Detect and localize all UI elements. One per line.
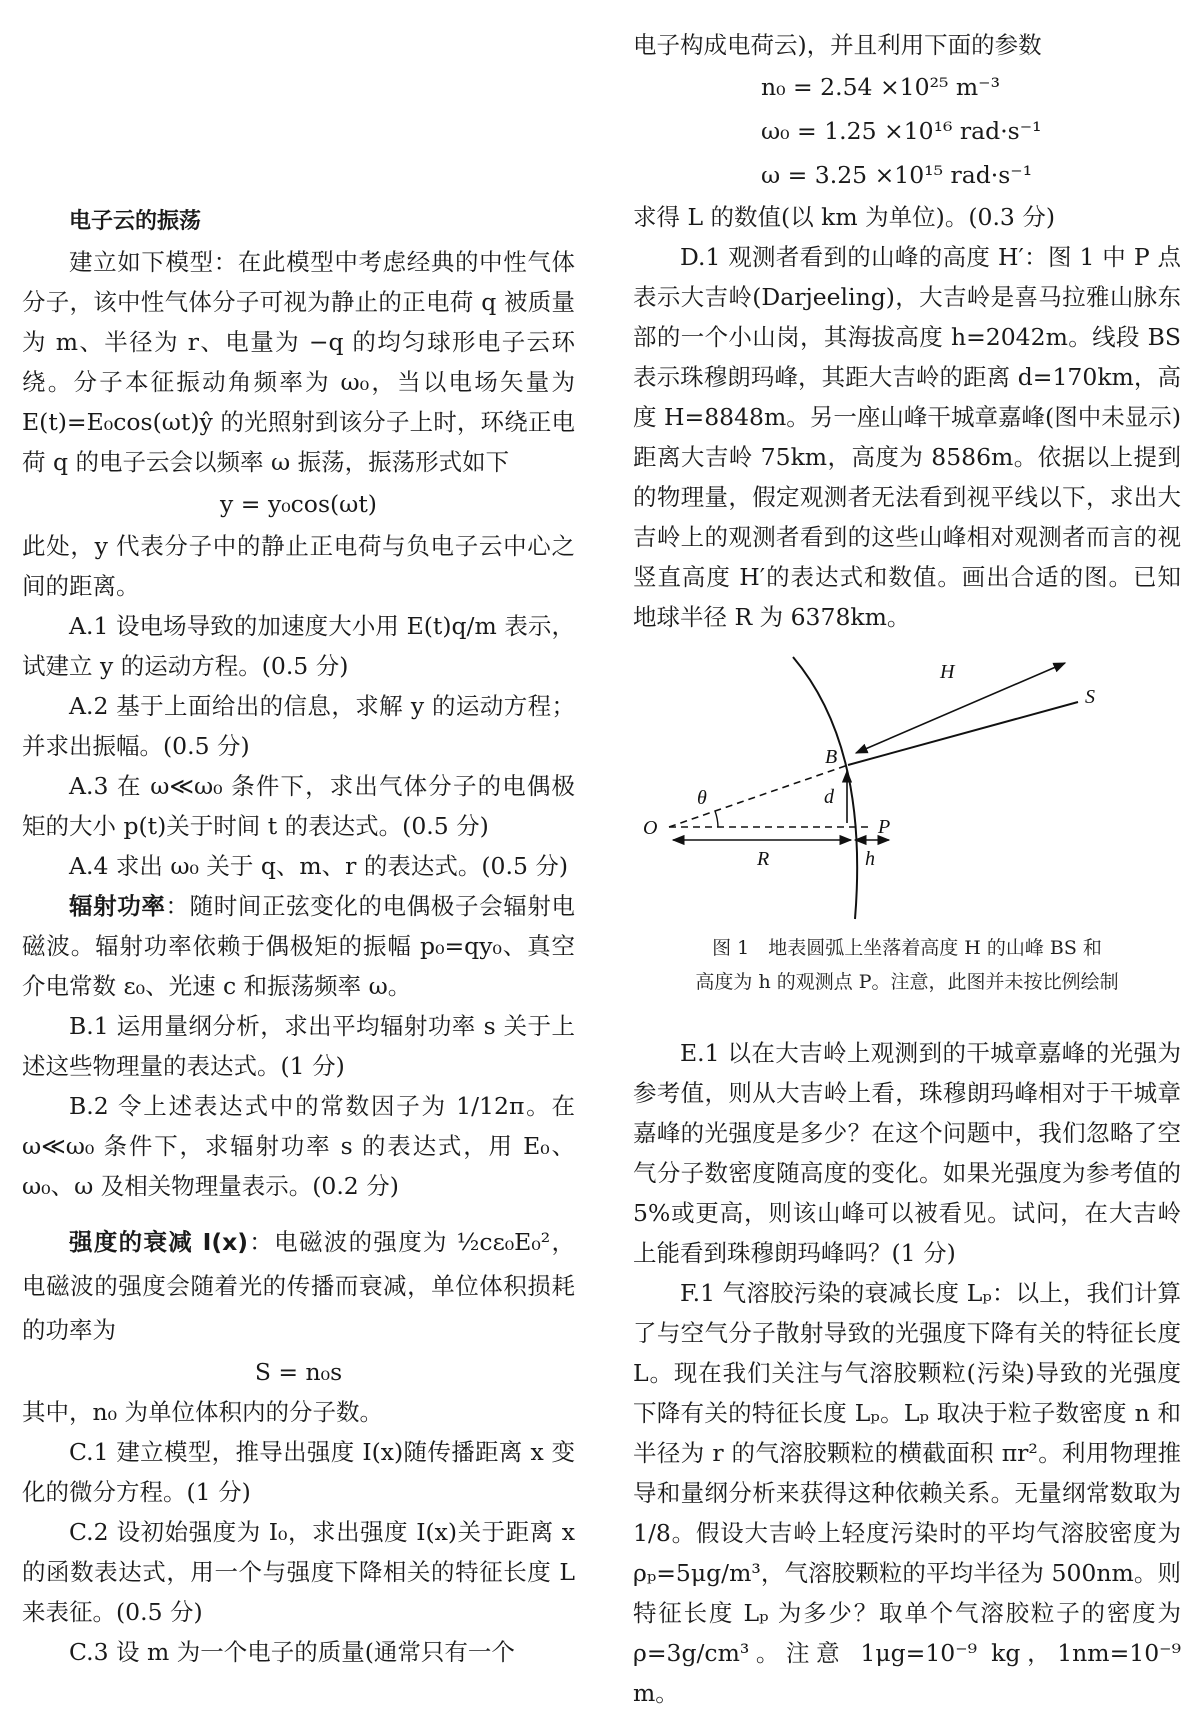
equation-y: y = y₀cos(ωt) (220, 490, 377, 518)
mountain-line-bs (848, 702, 1078, 765)
radiation-text: ：随时间正弦变化的电偶极子会辐射电磁波。辐射功率依赖于偶极矩的振幅 p₀=qy₀、真空介电常数 ε₀、光速 c 和振荡频率 ω。 (22, 892, 575, 1000)
question-a3: A.3 在 ω≪ω₀ 条件下，求出气体分子的电偶极矩的大小 p(t)关于时间 t 的表达式。(0.5 分) (22, 772, 575, 840)
label-S: S (1085, 686, 1095, 708)
equation-note: 此处，y 代表分子中的静止正电荷与负电子云中心之间的距离。 (22, 532, 575, 600)
intensity-paragraph (22, 1220, 575, 1352)
question-c2: C.2 设初始强度为 I₀，求出强度 I(x)关于距离 x 的函数表达式，用一个与强度下降相关的特征长度 L 来表征。(0.5 分) (22, 1518, 575, 1626)
question-b1: B.1 运用量纲分析，求出平均辐射功率 s 关于上述这些物理量的表达式。(1 分) (22, 1012, 575, 1080)
section-title: 电子云的振荡 (69, 209, 202, 234)
equation-s-note: 其中，n₀ 为单位体积内的分子数。 (22, 1398, 384, 1426)
angle-theta-arc (715, 811, 718, 827)
label-B: B (825, 746, 838, 768)
intensity-heading: 强度的衰减 I(x) (69, 1228, 248, 1256)
question-a1: A.1 设电场导致的加速度大小用 E(t)q/m 表示，试建立 y 的运动方程。(0.5 分) (22, 612, 575, 680)
line-ob (669, 765, 848, 827)
figure-1 (633, 651, 1181, 931)
question-b2: B.2 令上述表达式中的常数因子为 1/12π。在 ω≪ω₀ 条件下，求辐射功率 s 的表达式，用 E₀、ω₀、ω 及相关物理量表示。(0.2 分) (22, 1092, 575, 1200)
parameter-n0: n₀ = 2.54 ×10²⁵ m⁻³ (761, 73, 1000, 101)
radiation-heading: 辐射功率 (69, 892, 166, 920)
figure-caption-line2: 高度为 h 的观测点 P。注意，此图并未按比例绘制 (695, 971, 1119, 993)
label-P: P (878, 816, 891, 838)
height-arrow-h (856, 663, 1065, 753)
parameter-omega: ω = 3.25 ×10¹⁵ rad·s⁻¹ (761, 161, 1033, 189)
question-c3-end: 求得 L 的数值(以 km 为单位)。(0.3 分) (633, 203, 1056, 231)
figure-caption-line1: 图 1 地表圆弧上坐落着高度 H 的山峰 BS 和 (712, 937, 1102, 959)
label-O: O (643, 817, 658, 839)
label-h: h (865, 848, 875, 870)
parameter-omega0: ω₀ = 1.25 ×10¹⁶ rad·s⁻¹ (761, 117, 1042, 145)
label-theta: θ (697, 787, 707, 809)
question-c3-continued: 电子构成电荷云)，并且利用下面的参数 (633, 31, 1042, 59)
earth-geometry-diagram (633, 651, 1181, 931)
question-f1: F.1 气溶胶污染的衰减长度 Lₚ：以上，我们计算了与空气分子散射导致的光强度下降有关的特征长度 L。现在我们关注与气溶胶颗粒(污染)导致的光强度下降有关的特征长度 Lₚ。Lₚ 取决于粒子数密度 n 和半径为 r 的气溶胶颗粒的横截面积 πr²。利用物理推导和量纲分析来获得这种依赖关系。无量纲常数取为 1/8。假设大吉岭上轻度污染时的平均气溶胶密度为 ρₚ=5μg/m³，气溶胶颗粒的平均半径为 500nm。则特征长度 Lₚ 为多少？取单个气溶胶粒子的密度为 ρ=3g/cm³。注意 1μg=10⁻⁹ kg，1nm=10⁻⁹ m。 (633, 1279, 1181, 1707)
equation-s: S = n₀s (254, 1358, 343, 1386)
question-a4: A.4 求出 ω₀ 关于 q、m、r 的表达式。(0.5 分) (69, 852, 569, 880)
question-c3: C.3 设 m 为一个电子的质量(通常只有一个 (69, 1638, 515, 1666)
radiation-paragraph (22, 886, 575, 1006)
label-R: R (757, 848, 770, 870)
right-column (633, 0, 1181, 1713)
label-d: d (824, 786, 834, 808)
question-c1: C.1 建立模型，推导出强度 I(x)随传播距离 x 变化的微分方程。(1 分) (22, 1438, 575, 1506)
label-H: H (940, 661, 955, 683)
intro-paragraph: 建立如下模型：在此模型中考虑经典的中性气体分子，该中性气体分子可视为静止的正电荷 q 被质量为 m、半径为 r、电量为 −q 的均匀球形电子云环绕。分子本征振动角频率为 ω₀，当以电场矢量为 E(t)=E₀cos(ωt)ŷ 的光照射到该分子上时，环绕正电荷 q 的电子云会以频率 ω 振荡，振荡形式如下 (22, 248, 575, 476)
question-e1: E.1 以在大吉岭上观测到的干城章嘉峰的光强为参考值，则从大吉岭上看，珠穆朗玛峰相对于干城章嘉峰的光强度是多少？在这个问题中，我们忽略了空气分子数密度随高度的变化。如果光强度为参考值的 5%或更高，则该山峰可以被看见。试问，在大吉岭上能看到珠穆朗玛峰吗？(1 分) (633, 1039, 1181, 1267)
question-a2: A.2 基于上面给出的信息，求解 y 的运动方程；并求出振幅。(0.5 分) (22, 692, 575, 760)
left-column (22, 0, 575, 1672)
question-d1: D.1 观测者看到的山峰的高度 H′：图 1 中 P 点表示大吉岭(Darjeeling)，大吉岭是喜马拉雅山脉东部的一个小山岗，其海拔高度 h=2042m。线段 BS 表示珠穆朗玛峰，其距大吉岭的距离 d=170km，高度 H=8848m。另一座山峰干城章嘉峰(图中未显示)距离大吉岭 75km，高度为 8586m。依据以上提到的物理量，假定观测者无法看到视平线以下，求出大吉岭上的观测者看到的这些山峰相对观测者而言的视竖直高度 H′的表达式和数值。画出合适的图。已知地球半径 R 为 6378km。 (633, 243, 1181, 631)
intensity-text: ：电磁波的强度为 ½cε₀E₀²，电磁波的强度会随着光的传播而衰减，单位体积损耗的功率为 (22, 1228, 575, 1344)
